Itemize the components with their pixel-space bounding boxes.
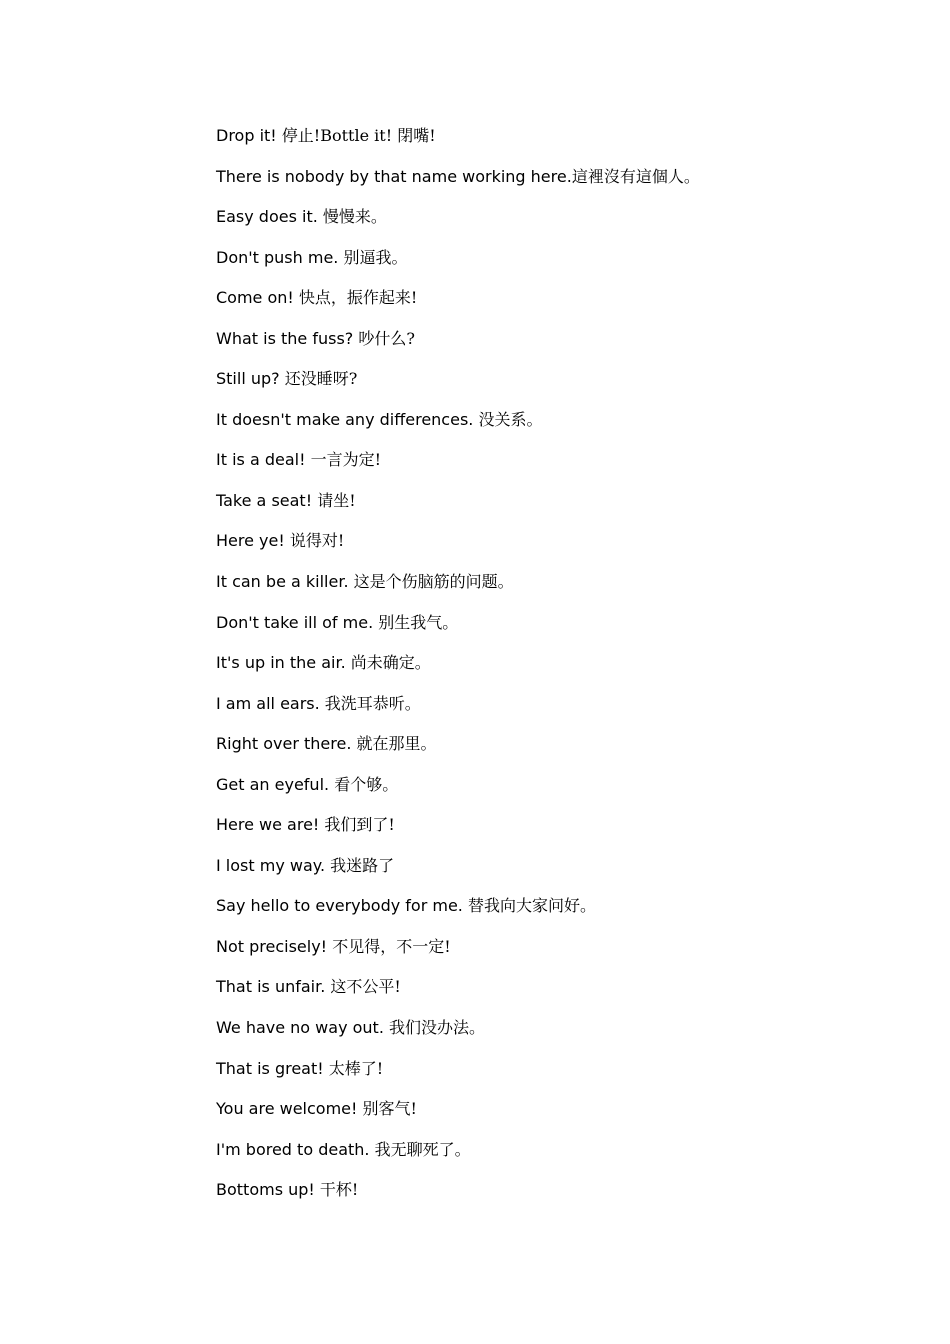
phrase-line (216, 527, 916, 568)
chinese-translation: 说得对! (289, 531, 345, 551)
chinese-translation: 吵什么? (358, 328, 415, 348)
english-phrase: Don't push me. (216, 247, 344, 267)
english-phrase: What is the fuss? (216, 328, 359, 348)
chinese-translation: 我们没办法。 (389, 1018, 486, 1038)
english-phrase: I lost my way. (216, 855, 331, 875)
phrase-line (216, 122, 916, 163)
chinese-translation: 太棒了! (328, 1058, 384, 1078)
chinese-translation: 我洗耳恭听。 (324, 693, 421, 713)
phrase-line (216, 1176, 916, 1217)
english-phrase: We have no way out. (216, 1018, 389, 1038)
english-phrase: It's up in the air. (216, 653, 351, 673)
chinese-translation: 快点，振作起来! (298, 288, 418, 308)
chinese-translation: 我迷路了 (330, 855, 395, 875)
phrase-line (216, 1014, 916, 1055)
phrase-line (216, 244, 916, 285)
english-phrase: Here we are! (216, 815, 325, 835)
english-phrase: Say hello to everybody for me. (216, 896, 468, 916)
chinese-translation: 这不公平! (330, 977, 401, 997)
chinese-translation: 不见得，不一定! (332, 936, 451, 956)
chinese-translation: 别客气! (362, 1099, 417, 1119)
phrase-list (216, 122, 916, 1217)
phrase-line (216, 771, 916, 812)
english-phrase: That is great! (216, 1058, 329, 1078)
chinese-translation: 替我向大家问好。 (467, 896, 596, 916)
chinese-translation: 干杯! (319, 1180, 359, 1200)
english-phrase: Not precisely! (216, 936, 333, 956)
phrase-line (216, 568, 916, 609)
english-phrase: Drop it! (216, 126, 282, 145)
chinese-translation: 这是个伤脑筋的问题。 (353, 572, 514, 592)
phrase-line (216, 163, 916, 204)
english-phrase: That is unfair. (216, 977, 331, 997)
english-phrase: There is nobody by that name working here. (216, 166, 572, 186)
chinese-translation: 别生我气。 (378, 612, 459, 632)
english-phrase: Take a seat! (216, 490, 318, 510)
phrase-line (216, 203, 916, 244)
chinese-translation: 我无聊死了。 (374, 1139, 471, 1159)
phrase-line (216, 365, 916, 406)
english-phrase: Right over there. (216, 734, 357, 754)
phrase-line (216, 446, 916, 487)
english-phrase: Get an eyeful. (216, 774, 335, 794)
english-phrase: Come on! (216, 288, 299, 308)
chinese-translation: 没关系。 (478, 409, 543, 429)
phrase-line (216, 609, 916, 650)
phrase-line (216, 852, 916, 893)
phrase-line (216, 284, 916, 325)
phrase-line (216, 1136, 916, 1177)
phrase-line (216, 406, 916, 447)
phrase-line (216, 973, 916, 1014)
chinese-translation: 我们到了! (324, 815, 395, 835)
chinese-translation: 這裡沒有這個人。 (571, 166, 700, 186)
phrase-line (216, 1055, 916, 1096)
phrase-line (216, 933, 916, 974)
english-phrase: It is a deal! (216, 450, 311, 470)
phrase-line (216, 487, 916, 528)
chinese-translation: 别逼我。 (343, 247, 408, 267)
phrase-line (216, 649, 916, 690)
english-phrase: I'm bored to death. (216, 1139, 375, 1159)
chinese-translation: 慢慢来。 (322, 207, 387, 227)
phrase-line (216, 730, 916, 771)
chinese-translation: 尚未确定。 (350, 653, 431, 673)
english-phrase: It can be a killer. (216, 572, 354, 592)
chinese-translation: 停止!Bottle it! 閉嘴! (281, 126, 436, 145)
chinese-translation: 就在那里。 (356, 734, 437, 754)
chinese-translation: 还没睡呀? (284, 369, 358, 389)
english-phrase: You are welcome! (216, 1099, 363, 1119)
phrase-line (216, 892, 916, 933)
english-phrase: Easy does it. (216, 207, 323, 227)
phrase-line (216, 325, 916, 366)
phrase-line (216, 1095, 916, 1136)
chinese-translation: 一言为定! (310, 450, 382, 470)
phrase-line (216, 690, 916, 731)
english-phrase: It doesn't make any differences. (216, 409, 479, 429)
english-phrase: Bottoms up! (216, 1180, 320, 1200)
english-phrase: I am all ears. (216, 693, 325, 713)
chinese-translation: 请坐! (317, 490, 356, 510)
english-phrase: Don't take ill of me. (216, 612, 379, 632)
phrase-line (216, 811, 916, 852)
chinese-translation: 看个够。 (334, 774, 399, 794)
english-phrase: Here ye! (216, 531, 290, 551)
english-phrase: Still up? (216, 369, 285, 389)
